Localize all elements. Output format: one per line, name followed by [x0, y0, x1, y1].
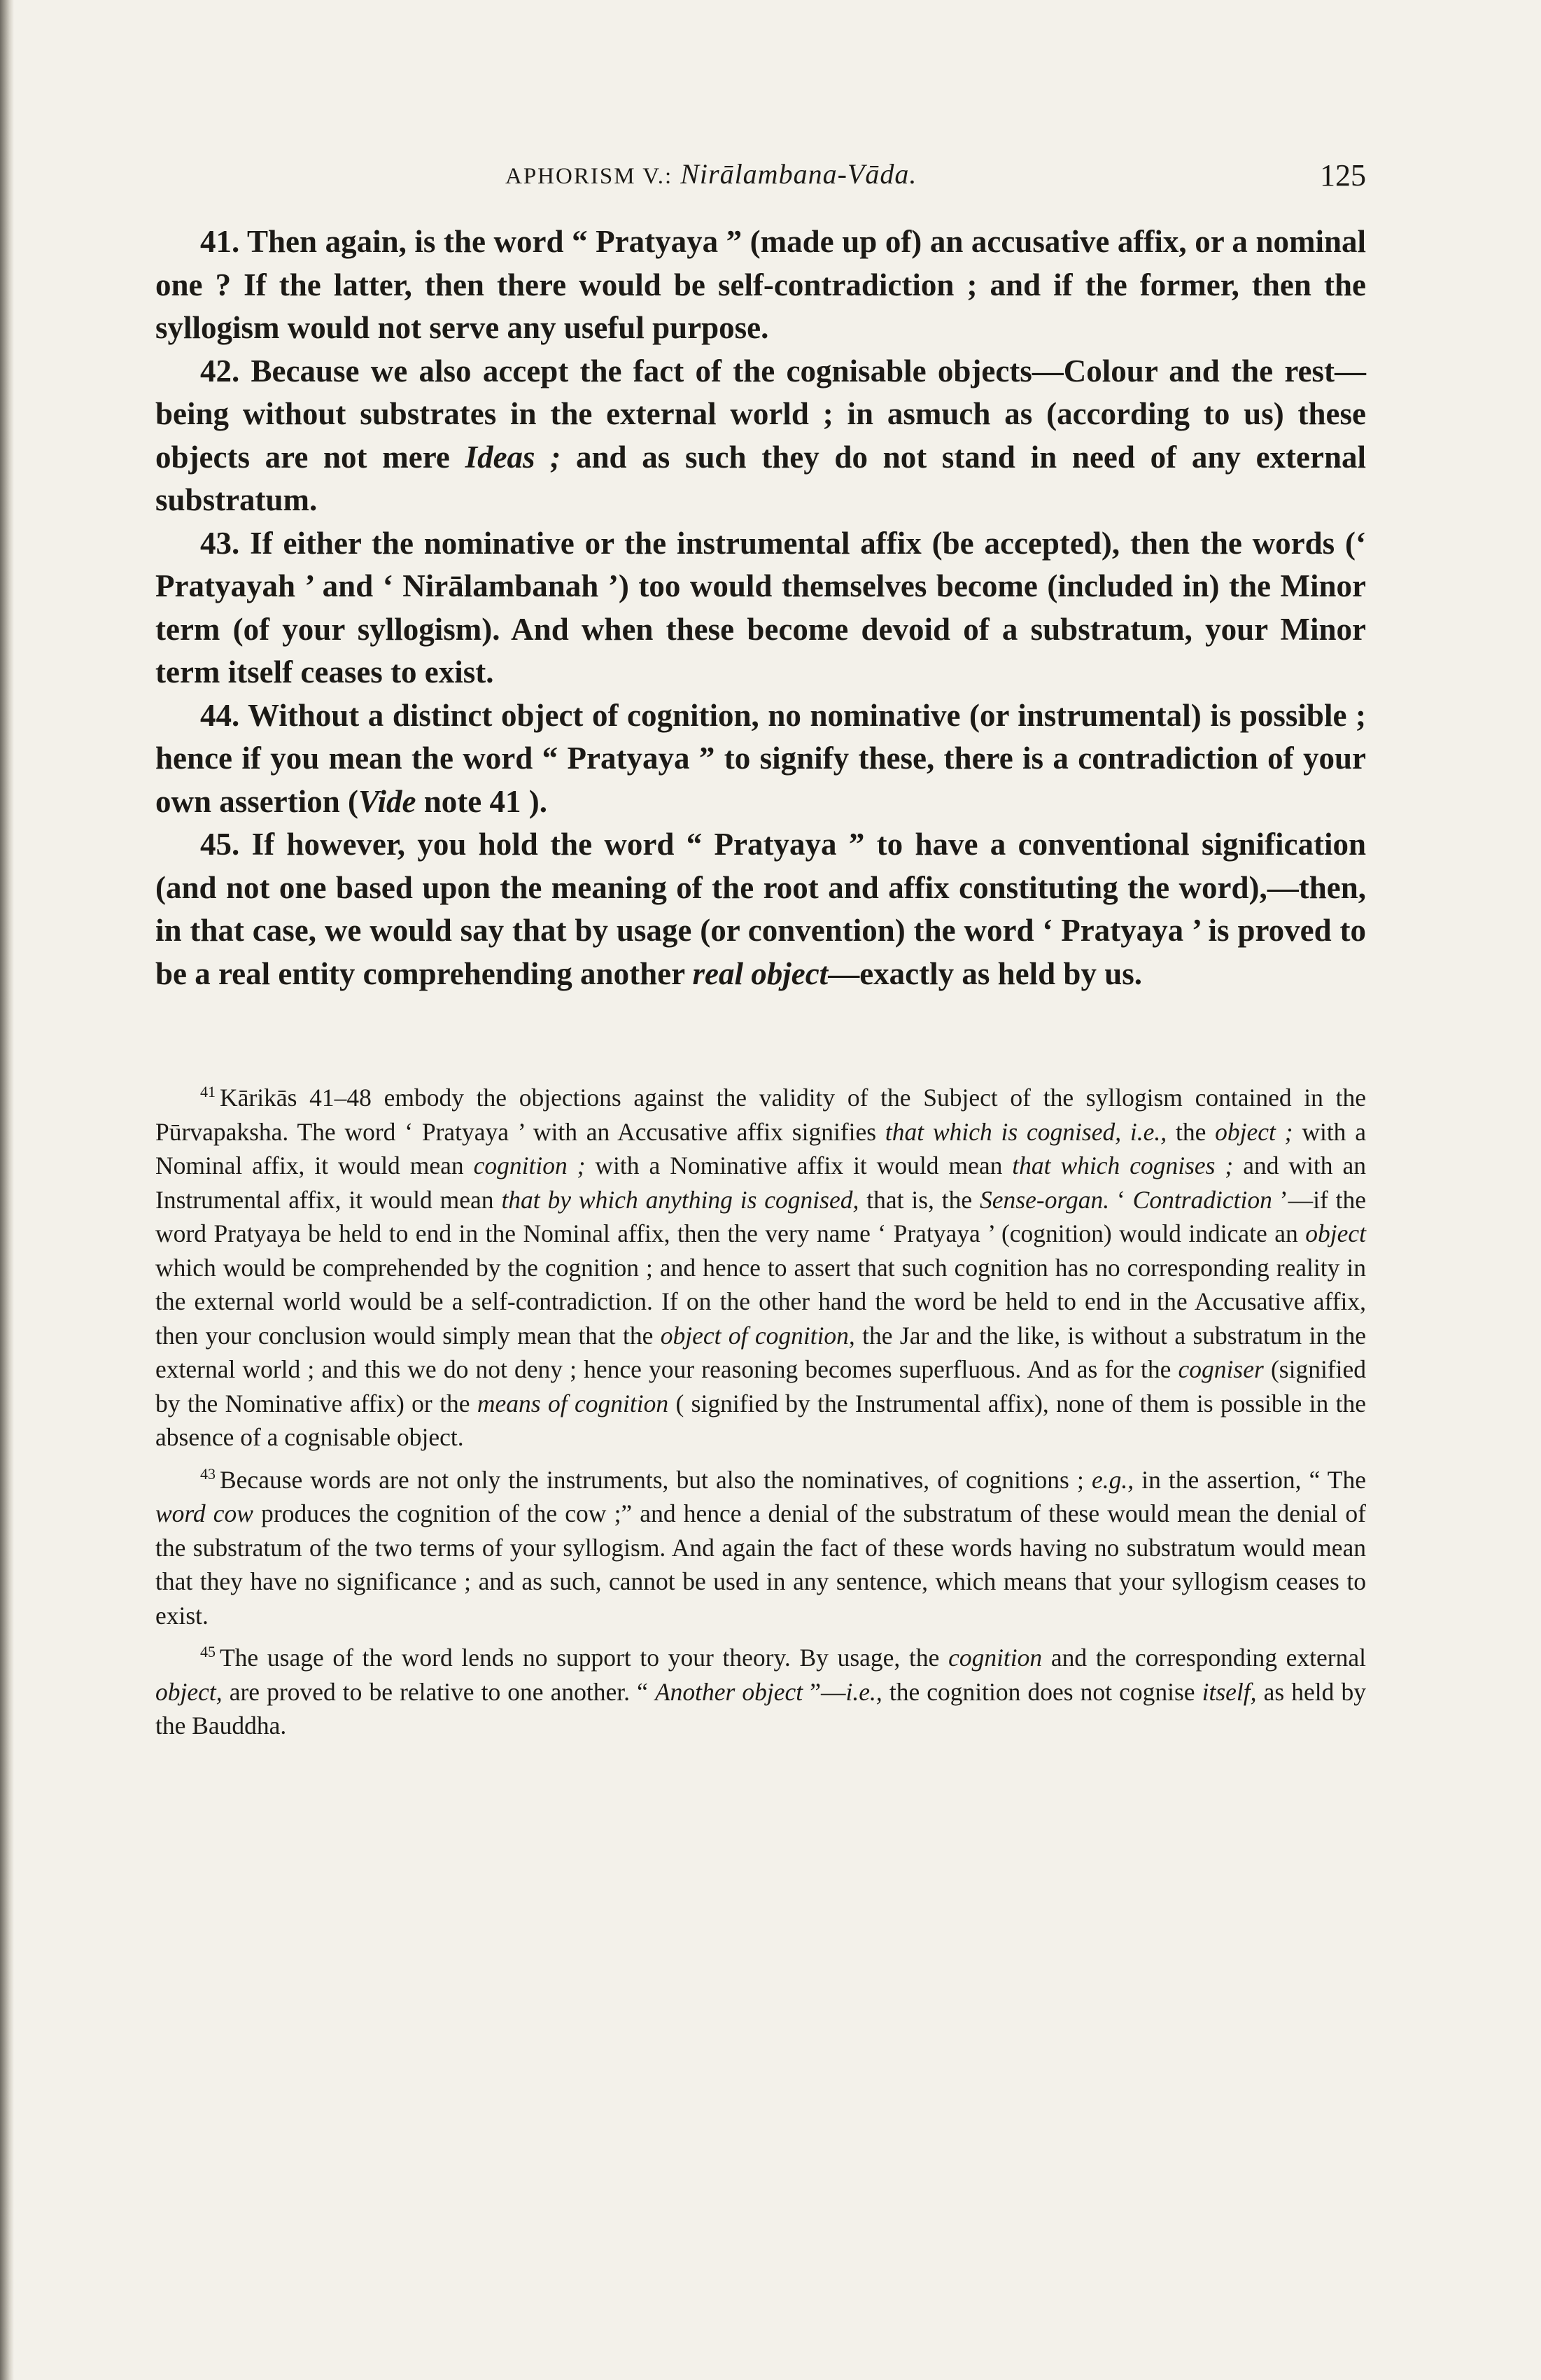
text-segment: ’—if the word Pratyaya be held to end in the Nominal affix, then the very name ‘ Pratyaya ’ (cognition) would indicate an: [155, 1185, 1367, 1247]
footnotes: [155, 1081, 1366, 1743]
page-number: 125: [1320, 158, 1366, 192]
italic-text: real object: [692, 955, 829, 991]
text-segment: —exactly as held by us.: [828, 955, 1142, 991]
text-segment: If either the nominative or the instrumental affix (be accepted), then the words (‘ Pratyayah ’ and ‘ Nirālambanah ’) too would themselves become (included in) the Minor term (of your syllogism). And when these become devoid of a substratum, your Minor term itself ceases to exist.: [155, 525, 1367, 690]
text-segment: Kārikās 41–48 embody the objections against the validity of the Subject of the syllogism contained in the Pūrvapaksha. The word ‘ Pratyaya ’ with an Accusative affix signifies: [155, 1084, 1366, 1146]
text-segment: Because we also accept the fact of the cognisable objects—Colour and the rest—being without substrates in the external world ; in asmuch as (according to us) these objects are not mere: [155, 353, 1366, 475]
text-segment: the Jar and the like, is without a substratum in the external world ; and this we do not deny ; hence your reasoning becomes superfluous. And as for the: [155, 1321, 1366, 1383]
paragraph: [155, 694, 1366, 824]
scan-edge-shadow: [0, 0, 14, 2380]
text-segment: ‘: [1109, 1185, 1133, 1214]
italic-text: cogniser: [1178, 1355, 1264, 1383]
text-segment: The usage of the word lends no support to your theory. By usage, the: [220, 1644, 949, 1672]
text-segment: in the assertion, “ The: [1134, 1465, 1366, 1494]
text-segment: (signified by the Nominative affix) or the: [155, 1355, 1366, 1418]
text-segment: ( signified by the Instrumental affix), none of them is possible in the absence of a cognisable object.: [155, 1389, 1367, 1451]
paragraph: [155, 350, 1366, 522]
italic-text: that by which anything is cognised,: [501, 1185, 859, 1214]
book-page: [155, 158, 1366, 1751]
footnote-mark: 43: [200, 1464, 216, 1483]
aphorism-label: APHORISM V.:: [505, 164, 673, 189]
italic-text: that which cognises ;: [1012, 1152, 1234, 1180]
text-segment: If however, you hold the word “ Pratyaya ” to have a conventional signification (and not one based upon the meaning of the root and affix constituting the word),—then, in that case, we would say that by usage (or convention) the word ‘ Pratyaya ’ is proved to be a real entity comprehending another: [155, 827, 1366, 991]
text-segment: ”—: [803, 1677, 846, 1706]
running-head: [155, 158, 1366, 206]
text-segment: which would be comprehended by the cognition ; and hence to assert that such cognition has no corresponding reality in the external world would be a self-contradiction. If on the other hand the word be held to end in the Accusative affix, then your conclusion would simply mean that the: [155, 1253, 1366, 1350]
text-segment: Without a distinct object of cognition, no nominative (or instrumental) is possible ; hence if you mean the word “ Pratyaya ” to signify these, there is a contradiction of your own assertion (: [155, 697, 1366, 819]
text-segment: and with an Instrumental affix, it would mean: [155, 1152, 1366, 1214]
text-segment: and the corresponding external: [1042, 1644, 1366, 1672]
italic-text: word cow: [155, 1499, 253, 1527]
italic-text: Contradiction: [1132, 1185, 1272, 1214]
text-segment: are proved to be relative to one another. “: [222, 1677, 655, 1706]
italic-text: that which is cognised, i.e.,: [885, 1117, 1167, 1146]
italic-text: Ideas ;: [465, 439, 561, 475]
main-text: [155, 220, 1366, 995]
text-segment: the cognition does not cognise: [882, 1677, 1202, 1706]
paragraph: [155, 220, 1366, 350]
footnote: [155, 1463, 1366, 1633]
paragraph-number: 42.: [200, 353, 240, 388]
text-segment: produces the cognition of the cow ;” and hence a denial of the substratum of these would mean the denial of the substratum of the two terms of your syllogism. And again the fact of these words having no substratum would mean that they have no significance ; and as such, cannot be used in any sentence, which means that your syllogism ceases to exist.: [155, 1499, 1366, 1630]
text-segment: note 41 ).: [416, 783, 547, 819]
italic-text: Sense-organ.: [980, 1185, 1110, 1214]
text-segment: with a Nominative affix it would mean: [585, 1152, 1013, 1180]
footnote: [155, 1081, 1366, 1455]
chapter-title: Nirālambana-Vāda.: [680, 158, 917, 190]
italic-text: e.g.,: [1091, 1465, 1134, 1494]
paragraph-number: 43.: [200, 525, 240, 561]
text-segment: the: [1167, 1117, 1216, 1146]
italic-text: object,: [155, 1677, 223, 1706]
paragraph-number: 45.: [200, 827, 240, 862]
italic-text: Another object: [654, 1677, 803, 1706]
italic-text: object: [1305, 1219, 1366, 1247]
text-segment: and as such they do not stand in need of any external substratum.: [155, 439, 1367, 517]
footnote: [155, 1641, 1366, 1743]
running-title: [505, 158, 917, 190]
text-segment: as held by the Bauddha.: [155, 1677, 1366, 1740]
paragraph: [155, 522, 1366, 694]
italic-text: itself,: [1202, 1677, 1257, 1706]
paragraph-number: 41.: [200, 224, 240, 259]
italic-text: means of cognition: [477, 1389, 669, 1418]
paragraph-number: 44.: [200, 697, 240, 733]
text-segment: with a Nominal affix, it would mean: [155, 1117, 1366, 1180]
italic-text: cognition: [948, 1644, 1043, 1672]
text-segment: Because words are not only the instruments, but also the nominatives, of cognitions ;: [220, 1465, 1092, 1494]
italic-text: Vide: [358, 783, 416, 819]
italic-text: object ;: [1215, 1117, 1293, 1146]
paragraph: [155, 823, 1366, 995]
italic-text: cognition ;: [473, 1152, 586, 1180]
text-segment: Then again, is the word “ Pratyaya ” (made up of) an accusative affix, or a nominal one ? If the latter, then there would be self-contradiction ; and if the former, then the syllogism would not serve any useful purpose.: [155, 224, 1366, 345]
text-segment: that is, the: [859, 1185, 980, 1214]
italic-text: i.e.,: [845, 1677, 882, 1706]
footnote-mark: 41: [200, 1083, 216, 1100]
footnote-mark: 45: [200, 1643, 216, 1660]
italic-text: object of cognition,: [660, 1321, 855, 1350]
